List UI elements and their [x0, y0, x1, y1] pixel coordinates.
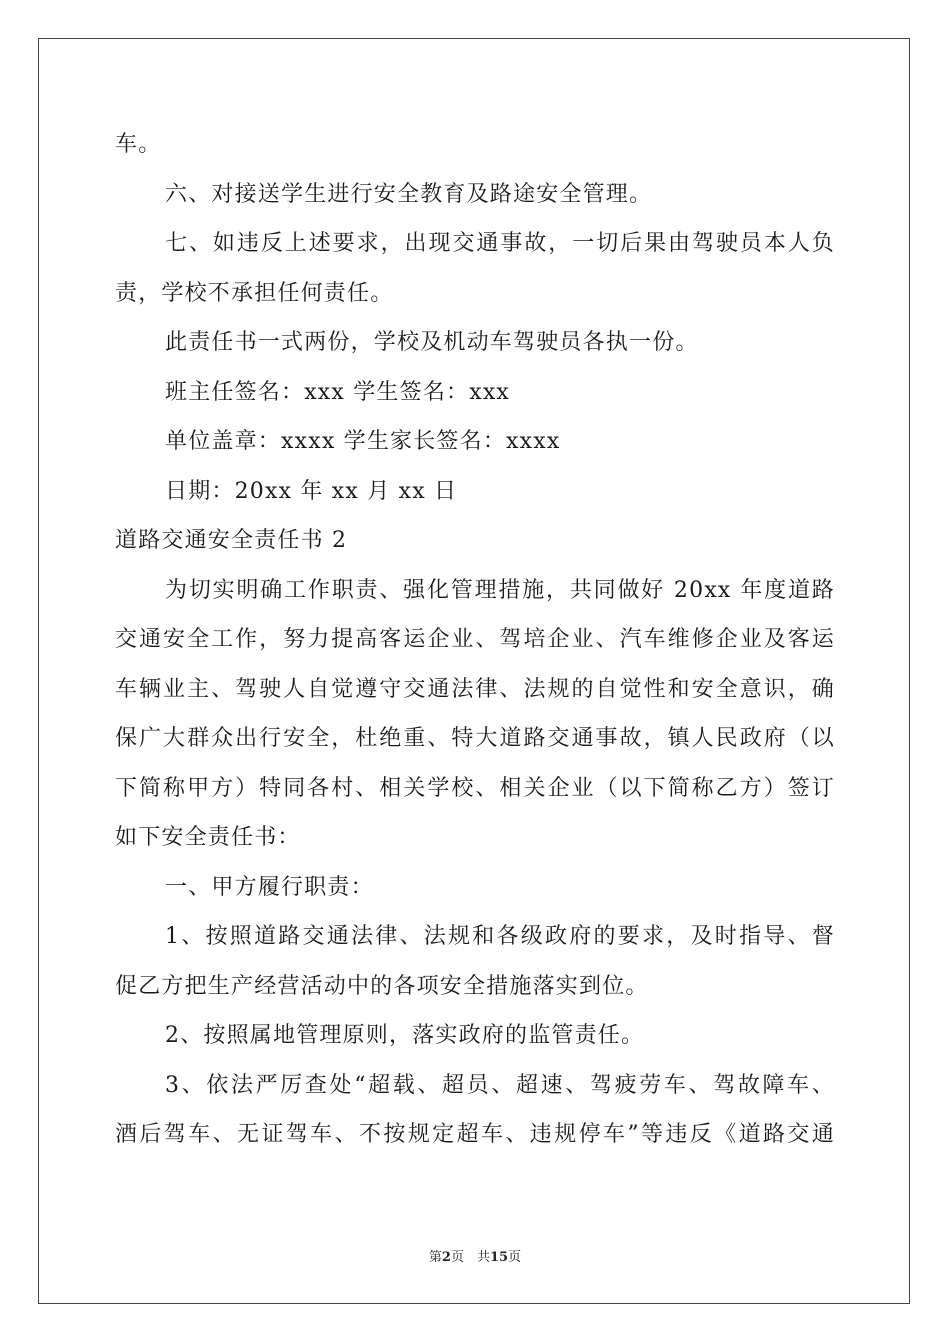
- text-line: 车。: [115, 132, 162, 157]
- date-line: 日期：20xx 年 xx 月 xx 日: [165, 478, 458, 504]
- text-line: 1、按照道路交通法律、法规和各级政府的要求，及时指导、督: [165, 924, 835, 949]
- text-line: 保广大群众出行安全，杜绝重、特大道路交通事故，镇人民政府（以: [115, 726, 835, 751]
- page-footer: [0, 1246, 950, 1265]
- signature-line: 单位盖章：xxxx 学生家长签名：xxxx: [165, 429, 561, 454]
- text-line: 此责任书一式两份，学校及机动车驾驶员各执一份。: [165, 330, 699, 355]
- page-suffix: 页: [508, 1250, 522, 1265]
- page-mid: 页 共: [450, 1250, 490, 1265]
- text-line: 交通安全工作，努力提高客运企业、驾培企业、汽车维修企业及客运: [115, 627, 835, 652]
- text-line: 七、如违反上述要求，出现交通事故，一切后果由驾驶员本人负: [165, 231, 835, 256]
- text-line: 一、甲方履行职责：: [165, 874, 374, 900]
- text-line: 如下安全责任书：: [115, 825, 301, 850]
- text-line: 3、依法严厉查处“超载、超员、超速、驾疲劳车、驾故障车、: [165, 1072, 835, 1098]
- page-total: 15: [489, 1250, 509, 1265]
- document-body: [115, 120, 835, 1160]
- signature-line: 班主任签名：xxx 学生签名：xxx: [165, 379, 511, 405]
- page-prefix: 第: [428, 1250, 442, 1265]
- text-line: 为切实明确工作职责、强化管理措施，共同做好 20xx 年度道路: [165, 577, 835, 603]
- text-line: 促乙方把生产经营活动中的各项安全措施落实到位。: [115, 973, 649, 999]
- text-line: 责，学校不承担任何责任。: [115, 280, 394, 306]
- section-title: 道路交通安全责任书 2: [115, 528, 348, 553]
- text-line: 下简称甲方）特同各村、相关学校、相关企业（以下简称乙方）签订: [115, 775, 835, 801]
- text-line: 六、对接送学生进行安全教育及路途安全管理。: [165, 181, 653, 207]
- text-line: 2、按照属地管理原则，落实政府的监管责任。: [165, 1023, 645, 1048]
- text-line: 酒后驾车、无证驾车、不按规定超车、违规停车”等违反《道路交通: [115, 1122, 835, 1147]
- text-line: 车辆业主、驾驶人自觉遵守交通法律、法规的自觉性和安全意识，确: [115, 676, 835, 702]
- page-current: 2: [441, 1250, 451, 1265]
